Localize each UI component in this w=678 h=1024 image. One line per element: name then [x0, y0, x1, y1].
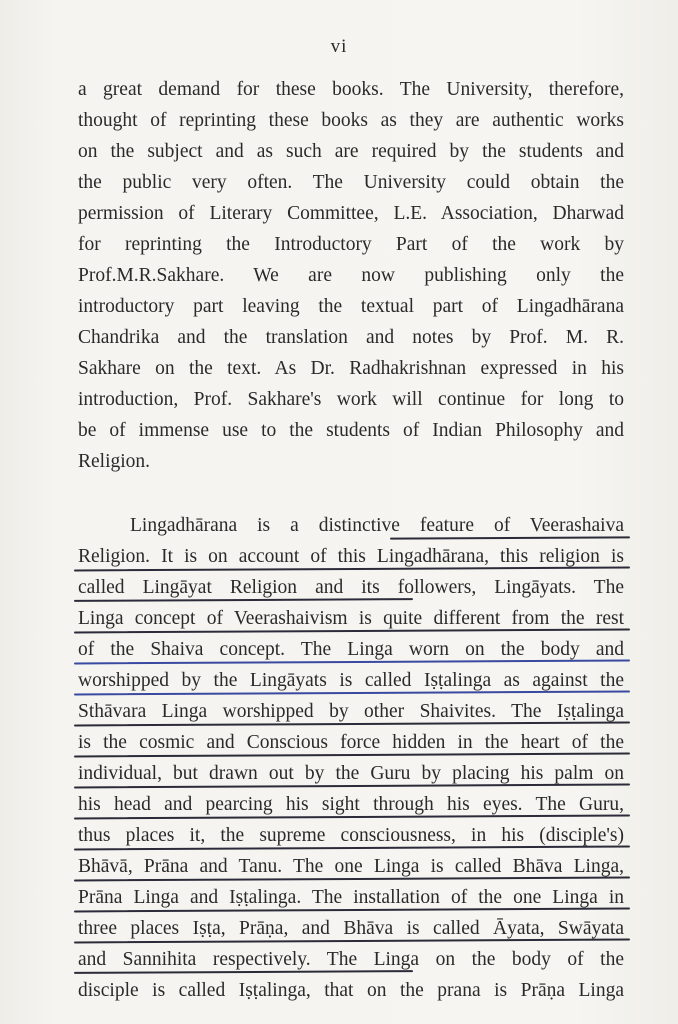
text-line: Religion. It is on account of this Lingadhārana, this religion is [78, 541, 624, 572]
text-line: and Sannihita respectively. The Linga on the body of the [78, 944, 624, 975]
text-line: thought of reprinting these books as they are authentic works [78, 110, 624, 131]
text-line: Prāna Linga and Iṣṭalinga. The installation of the one Linga in [78, 882, 624, 913]
text-line: Lingadhārana is a distinctive feature of Veerashaiva [78, 510, 624, 541]
text-line: introductory part leaving the textual part of Lingadhārana [78, 296, 624, 317]
text-line: the public very often. The University could obtain the [78, 172, 624, 193]
text-line: is the cosmic and Conscious force hidden in the heart of the [78, 727, 624, 758]
text-line: Chandrika and the translation and notes by Prof. M. R. [78, 327, 624, 348]
text-line: a great demand for these books. The University, therefore, [78, 79, 624, 100]
text-line: worshipped by the Lingāyats is called Iṣṭalinga as against the [78, 665, 624, 696]
text-line: thus places it, the supreme consciousness, in his (disciple's) [78, 820, 624, 851]
text-line: Religion. [78, 451, 151, 472]
text-line: Sthāvara Linga worshipped by other Shaivites. The Iṣṭalinga [78, 696, 624, 727]
text-line: on the subject and as such are required by the students and [78, 141, 624, 162]
text-line: Bhāvā, Prāna and Tanu. The one Linga is called Bhāva Linga, [78, 851, 624, 882]
text-line: be of immense use to the students of Indian Philosophy and [78, 420, 624, 441]
text-line: Prof.M.R.Sakhare. We are now publishing only the [78, 265, 624, 286]
text-line: individual, but drawn out by the Guru by placing his palm on [78, 758, 624, 789]
text-line: permission of Literary Committee, L.E. Association, Dharwad [78, 203, 624, 224]
text-line: for reprinting the Introductory Part of the work by [78, 234, 624, 255]
paragraph-1 [78, 74, 624, 477]
text-line: of the Shaiva concept. The Linga worn on the body and [78, 634, 624, 665]
text-line: Sakhare on the text. As Dr. Radhakrishnan expressed in his [78, 358, 624, 379]
text-line: called Lingāyat Religion and its followers, Lingāyats. The [78, 572, 624, 603]
text-line: disciple is called Iṣṭalinga, that on the prana is Prāṇa Linga [78, 980, 624, 1001]
paragraph-2 [78, 510, 624, 1006]
text-line: introduction, Prof. Sakhare's work will continue for long to [78, 389, 624, 410]
text-line: three places Iṣṭa, Prāṇa, and Bhāva is called Āyata, Swāyata [78, 913, 624, 944]
text-line: his head and pearcing his sight through his eyes. The Guru, [78, 789, 624, 820]
text-line: Linga concept of Veerashaivism is quite different from the rest [78, 603, 624, 634]
page-number: vi [330, 36, 348, 57]
